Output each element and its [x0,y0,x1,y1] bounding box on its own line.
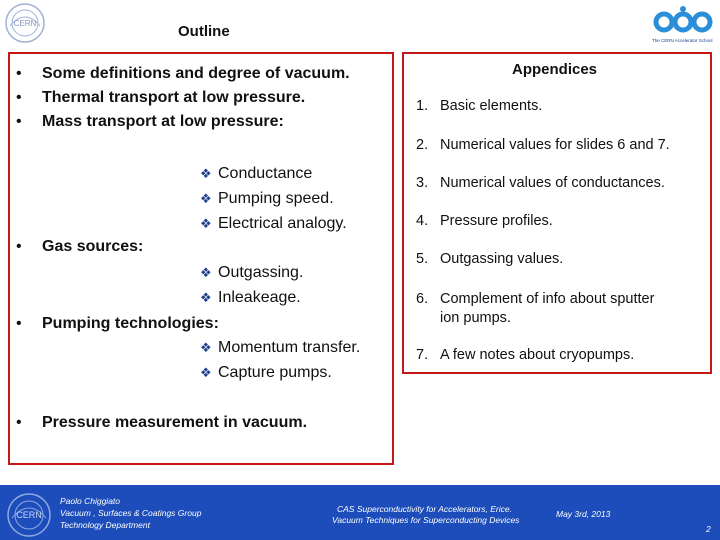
bullet-dot-icon: • [16,65,22,82]
sub-item [200,161,312,186]
sub-item [200,360,332,385]
appendix-number: 3. [416,175,429,191]
cern-logo-icon [4,2,46,44]
bullet-item [16,312,219,336]
appendix-item-continued: ion pumps. [440,310,511,326]
footer-school: CAS Superconductivity for Accelerators, Erice. [337,504,512,514]
appendix-text: Basic elements. [440,98,543,114]
diamond-bullet-icon: ❖ [200,365,212,380]
bullet-item [16,235,143,259]
bullet-item [16,86,305,110]
cas-logo-icon [650,4,716,50]
diamond-bullet-icon: ❖ [200,216,212,231]
sub-item-text: Pumping speed. [218,190,334,207]
diamond-bullet-icon: ❖ [200,265,212,280]
appendices-title: Appendices [512,61,598,78]
diamond-bullet-icon: ❖ [200,290,212,305]
bullet-item [16,411,307,435]
appendix-number: 7. [416,347,429,363]
sub-item [200,260,303,285]
footer-course: Vacuum Techniques for Superconducting Devices [332,515,520,525]
slide-title: Outline [178,23,230,40]
appendix-number: 6. [416,291,429,307]
bullet-text: Some definitions and degree of vacuum. [42,65,350,82]
bullet-dot-icon: • [16,89,22,106]
bullet-dot-icon: • [16,414,22,431]
appendix-number: 5. [416,251,429,267]
bullet-dot-icon: • [16,315,22,332]
svg-text:CERN: CERN [13,19,37,28]
appendix-item [416,290,654,309]
footer-date: May 3rd, 2013 [556,509,611,519]
appendix-item [416,136,670,155]
sub-item-text: Electrical analogy. [218,215,347,232]
appendix-text: Outgassing values. [440,251,564,267]
footer-author: Paolo Chiggiato [60,496,121,506]
appendix-item [416,250,563,269]
sub-item [200,335,360,360]
bullet-dot-icon: • [16,113,22,130]
appendix-number: 4. [416,213,429,229]
appendix-text: Complement of info about sputter [440,291,655,307]
bullet-dot-icon: • [16,238,22,255]
bullet-text: Mass transport at low pressure: [42,113,284,130]
sub-item-text: Inleakeage. [218,289,301,306]
appendix-item [416,346,634,365]
sub-item-text: Capture pumps. [218,364,332,381]
footer-group: Vacuum , Surfaces & Coatings Group [60,508,202,518]
appendix-number: 2. [416,137,429,153]
bullet-text: Pumping technologies: [42,315,219,332]
svg-text:CERN: CERN [16,510,42,520]
sub-item-text: Conductance [218,165,313,182]
bullet-item [16,62,350,86]
appendix-item [416,174,665,193]
appendix-number: 1. [416,98,429,114]
bullet-text: Pressure measurement in vacuum. [42,414,308,431]
cas-tagline: The CERN Accelerator School [652,38,713,43]
sub-item [200,285,301,310]
sub-item [200,211,347,236]
appendix-text: Numerical values of conductances. [440,175,665,191]
diamond-bullet-icon: ❖ [200,166,212,181]
bullet-text: Gas sources: [42,238,144,255]
appendix-text: Numerical values for slides 6 and 7. [440,137,670,153]
cern-footer-logo-icon [4,490,54,540]
sub-item [200,186,334,211]
sub-item-text: Momentum transfer. [218,339,361,356]
appendix-text: Pressure profiles. [440,213,553,229]
diamond-bullet-icon: ❖ [200,191,212,206]
page-number: 2 [706,524,711,534]
appendix-text: A few notes about cryopumps. [440,347,635,363]
bullet-item [16,110,284,134]
appendix-item [416,97,542,116]
footer-department: Technology Department [60,520,150,530]
sub-item-text: Outgassing. [218,264,304,281]
bullet-text: Thermal transport at low pressure. [42,89,306,106]
diamond-bullet-icon: ❖ [200,340,212,355]
appendix-item [416,212,553,231]
